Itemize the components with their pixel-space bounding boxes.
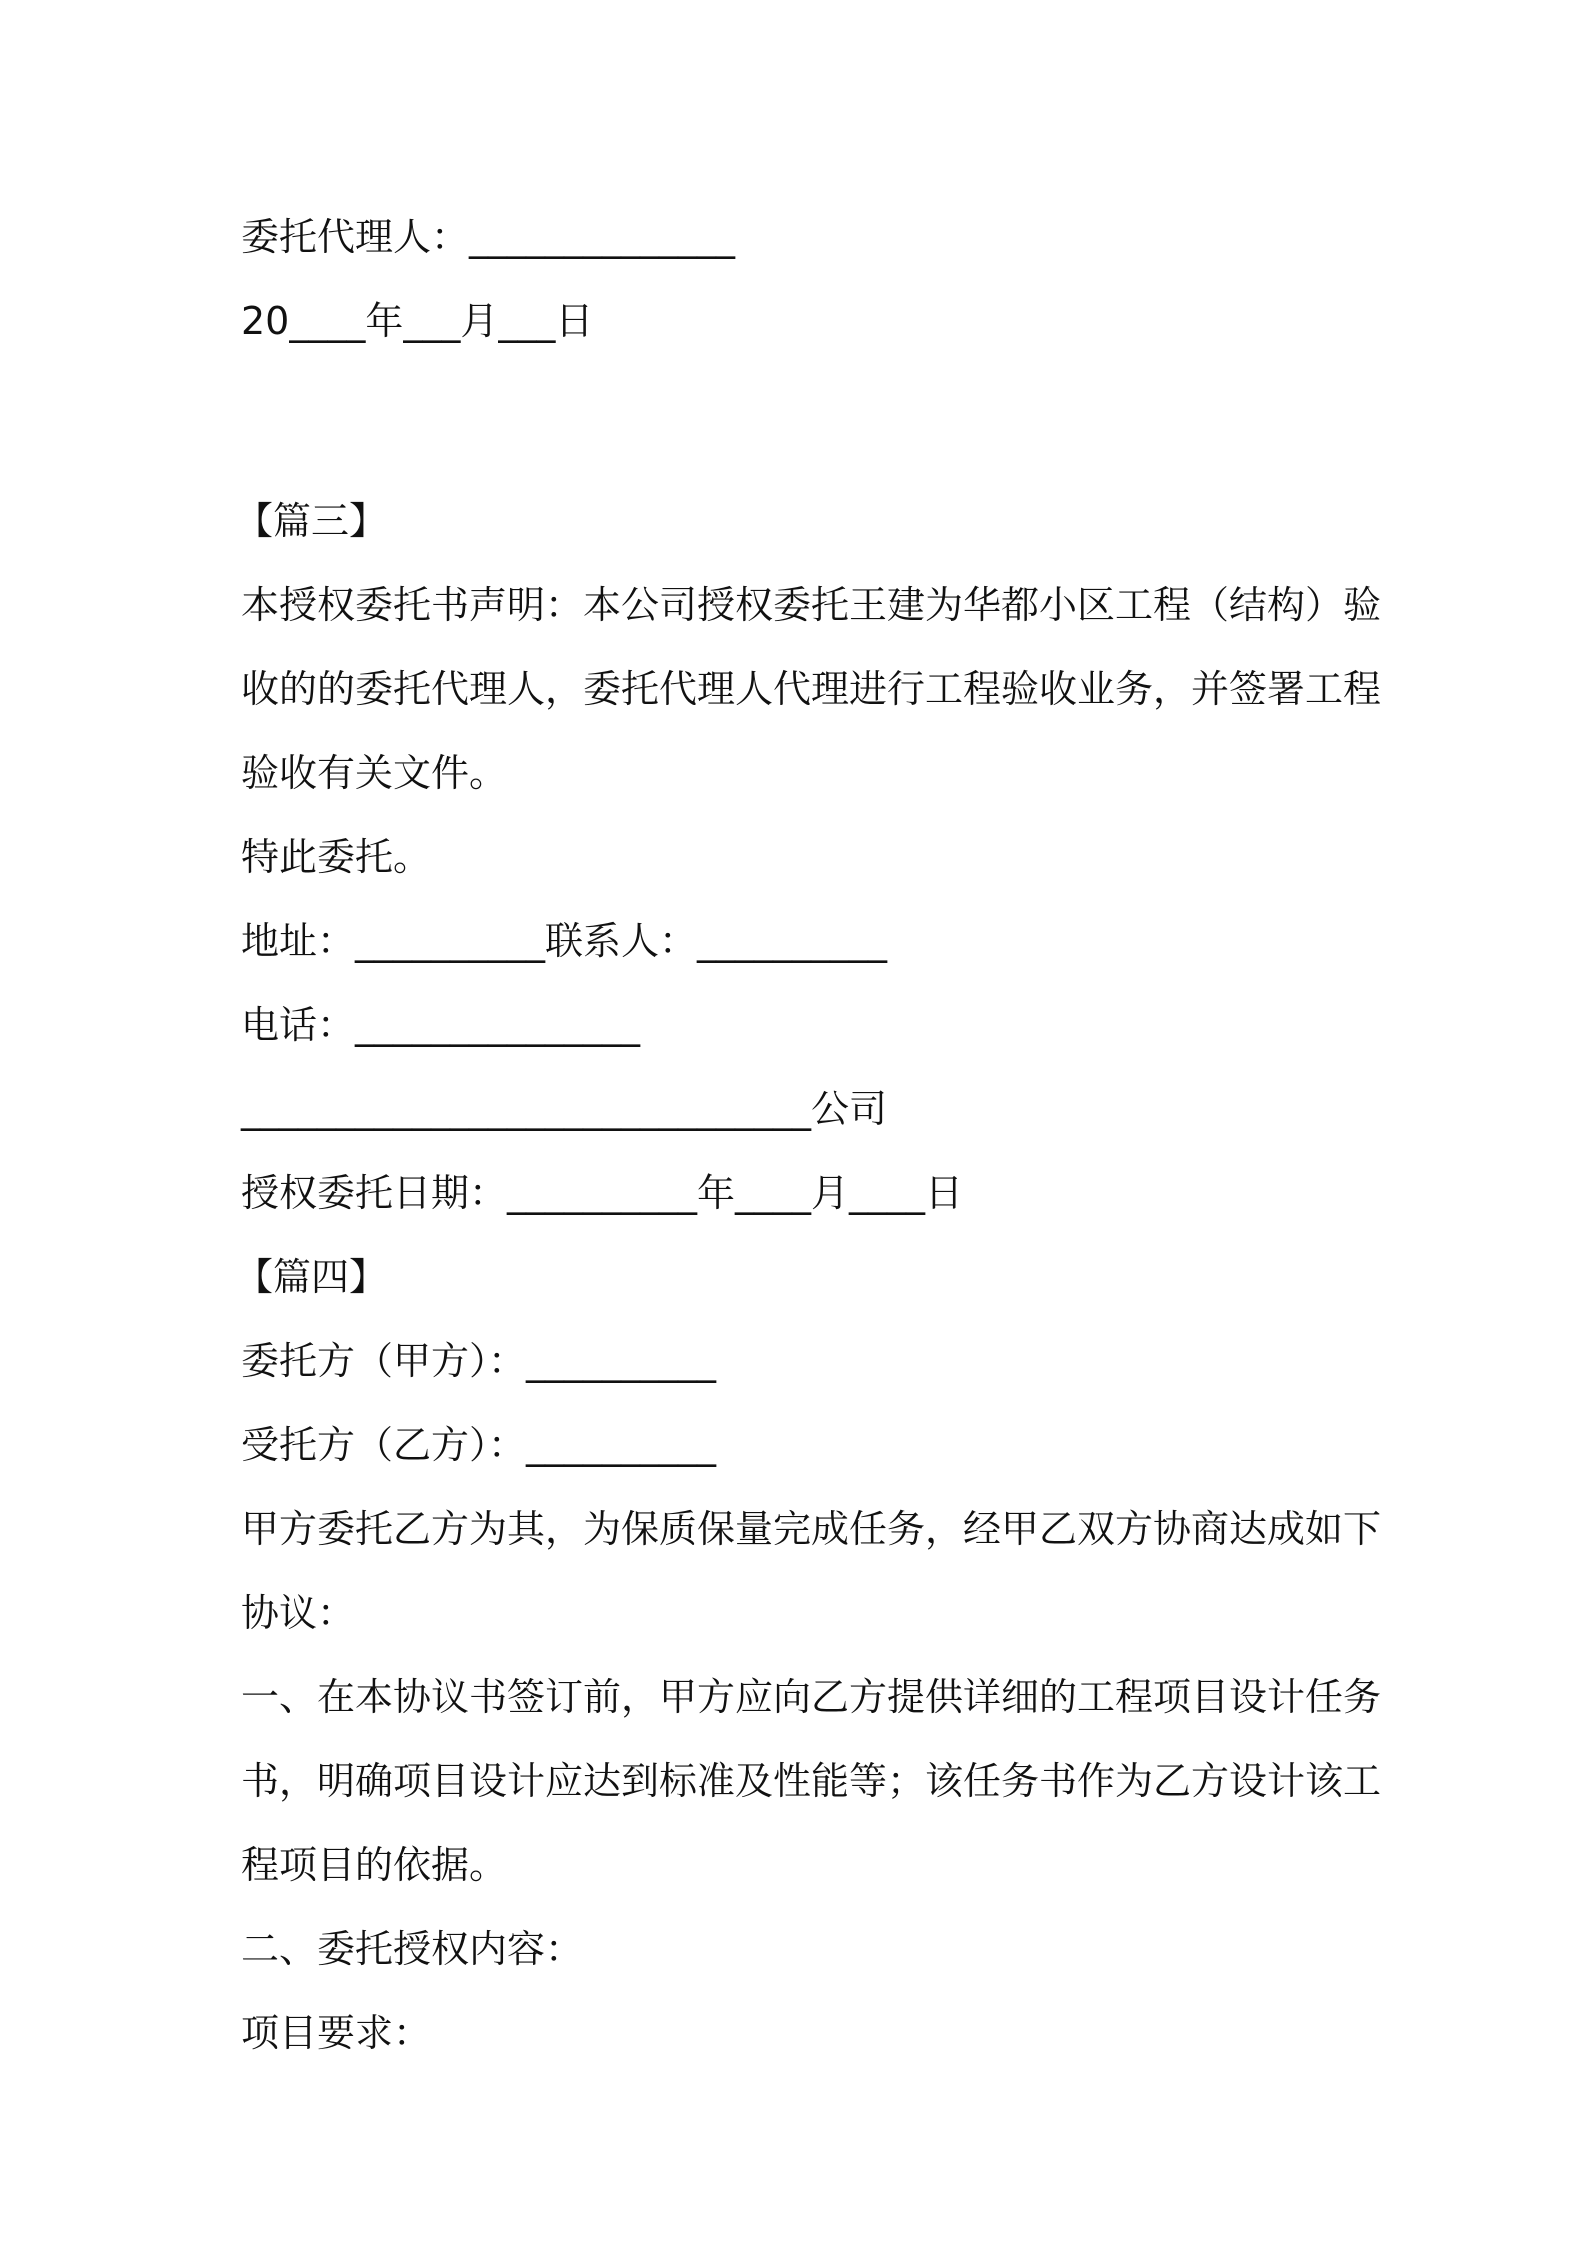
clause-heading: 二、委托授权内容： xyxy=(241,1927,584,1971)
paragraph-line: 收的的委托代理人，委托代理人代理进行工程验收业务，并签署工程 xyxy=(241,667,1382,711)
paragraph-line: 甲方委托乙方为其，为保质保量完成任务，经甲乙双方协商达成如下 xyxy=(241,1507,1382,1551)
document-body xyxy=(235,195,1382,2075)
party-b-line: 受托方（乙方）：__________ xyxy=(241,1423,717,1467)
authorization-date-line: 授权委托日期：__________年____月____日 xyxy=(241,1171,964,1215)
paragraph-line: 书，明确项目设计应达到标准及性能等；该任务书作为乙方设计该工 xyxy=(241,1759,1382,1803)
clause-subheading: 项目要求： xyxy=(241,2011,432,2055)
party-a-line: 委托方（甲方）：__________ xyxy=(241,1339,717,1383)
paragraph-line: 特此委托。 xyxy=(241,835,432,879)
phone-line: 电话：_______________ xyxy=(241,1003,641,1047)
paragraph-line: 验收有关文件。 xyxy=(241,751,508,795)
paragraph-line: 一、在本协议书签订前，甲方应向乙方提供详细的工程项目设计任务 xyxy=(241,1675,1382,1719)
section-gap xyxy=(241,363,1361,479)
paragraph-line: 协议： xyxy=(241,1591,356,1635)
company-line: ______________________________公司 xyxy=(241,1087,888,1131)
address-contact-line: 地址：__________联系人：__________ xyxy=(241,919,888,963)
agent-signature-line: 委托代理人：______________ xyxy=(241,215,736,259)
section-heading-3: 【篇三】 xyxy=(235,499,388,543)
paragraph-line: 本授权委托书声明：本公司授权委托王建为华都小区工程（结构）验 xyxy=(241,583,1382,627)
paragraph-line: 程项目的依据。 xyxy=(241,1843,508,1887)
section-heading-4: 【篇四】 xyxy=(235,1255,388,1299)
date-line: 20____年___月___日 xyxy=(241,299,594,343)
